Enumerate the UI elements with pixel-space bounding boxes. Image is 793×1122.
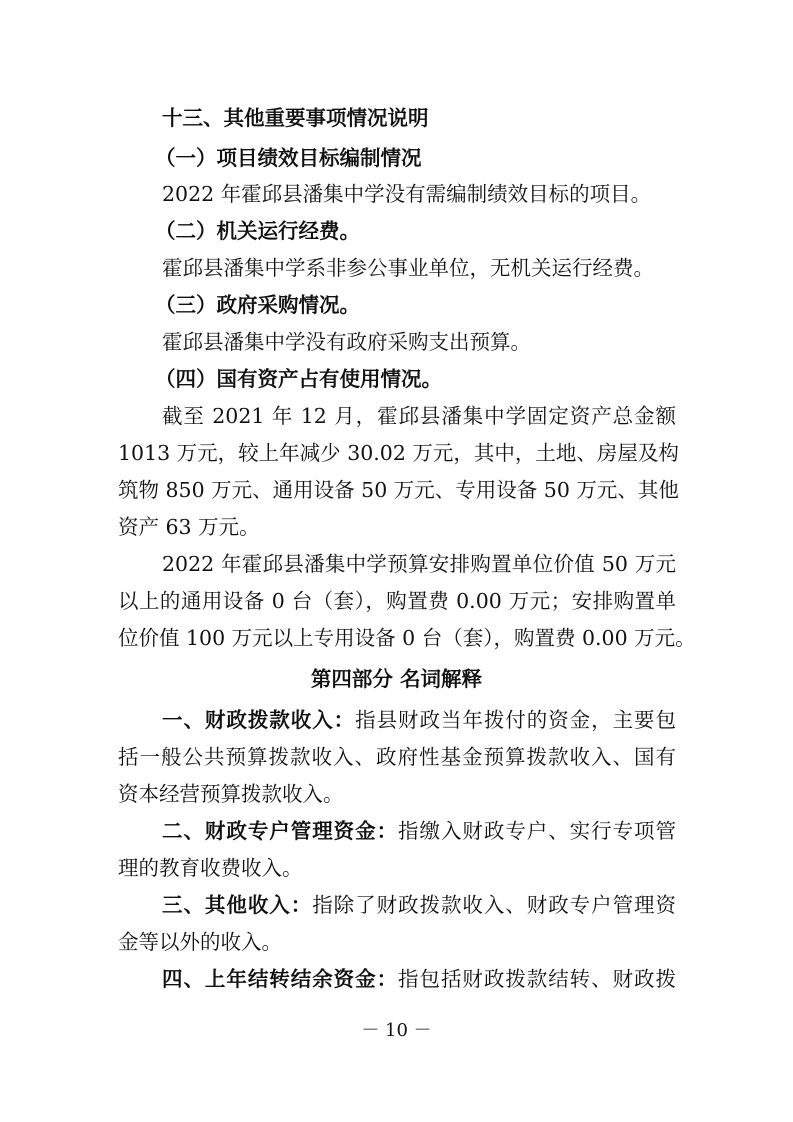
paragraph-line: 1013 万元，较上年减少 30.02 万元，其中，土地、房屋及构 <box>118 441 679 465</box>
paragraph-1: 2022 年霍邱县潘集中学没有需编制绩效目标的项目。 <box>162 182 652 206</box>
term-1 <box>162 702 676 738</box>
paragraph-line: 金等以外的收入。 <box>118 930 282 954</box>
paragraph-line: 筑物 850 万元、通用设备 50 万元、专用设备 50 万元、其他 <box>118 478 679 502</box>
part-title: 第四部分 名词解释 <box>310 667 483 691</box>
subsection-heading-1: （一）项目绩效目标编制情况 <box>155 146 422 170</box>
term-definition: 指除了财政拨款收入、财政专户管理资 <box>312 893 677 917</box>
term-definition: 指包括财政拨款结转、财政拨 <box>398 967 677 991</box>
subsection-heading-3: （三）政府采购情况。 <box>155 293 360 317</box>
term-label: 四、上年结转结余资金： <box>162 967 399 991</box>
paragraph-line: 理的教育收费收入。 <box>118 856 303 880</box>
paragraph-line: 资产 63 万元。 <box>118 515 260 539</box>
term-definition: 指缴入财政专户、实行专项管 <box>398 819 677 843</box>
term-label: 二、财政专户管理资金： <box>162 819 399 843</box>
term-4 <box>162 961 676 997</box>
section-heading: 十三、其他重要事项情况说明 <box>162 106 429 130</box>
term-label: 三、其他收入： <box>162 893 313 917</box>
paragraph-line: 资本经营预算拨款收入。 <box>118 782 344 806</box>
subsection-heading-2: （二）机关运行经费。 <box>155 219 360 243</box>
paragraph-3: 霍邱县潘集中学没有政府采购支出预算。 <box>162 330 531 354</box>
term-2 <box>162 813 676 849</box>
term-label: 一、财政拨款收入： <box>162 708 356 732</box>
term-definition: 指县财政当年拨付的资金，主要包 <box>355 708 676 732</box>
paragraph-line: 2022 年霍邱县潘集中学预算安排购置单位价值 50 万元 <box>162 552 676 576</box>
paragraph-line: 截至 2021 年 12 月，霍邱县潘集中学固定资产总金额 <box>162 404 676 428</box>
paragraph-line: 以上的通用设备 0 台（套），购置费 0.00 万元；安排购置单 <box>118 589 676 613</box>
paragraph-2: 霍邱县潘集中学系非参公事业单位，无机关运行经费。 <box>162 256 654 280</box>
paragraph-line: 位价值 100 万元以上专用设备 0 台（套），购置费 0.00 万元。 <box>118 626 696 650</box>
page-number: － 10 － <box>361 1020 432 1041</box>
term-3 <box>162 887 676 923</box>
paragraph-line: 括一般公共预算拨款收入、政府性基金预算拨款收入、国有 <box>118 745 676 769</box>
subsection-heading-4: （四）国有资产占有使用情况。 <box>155 367 442 391</box>
